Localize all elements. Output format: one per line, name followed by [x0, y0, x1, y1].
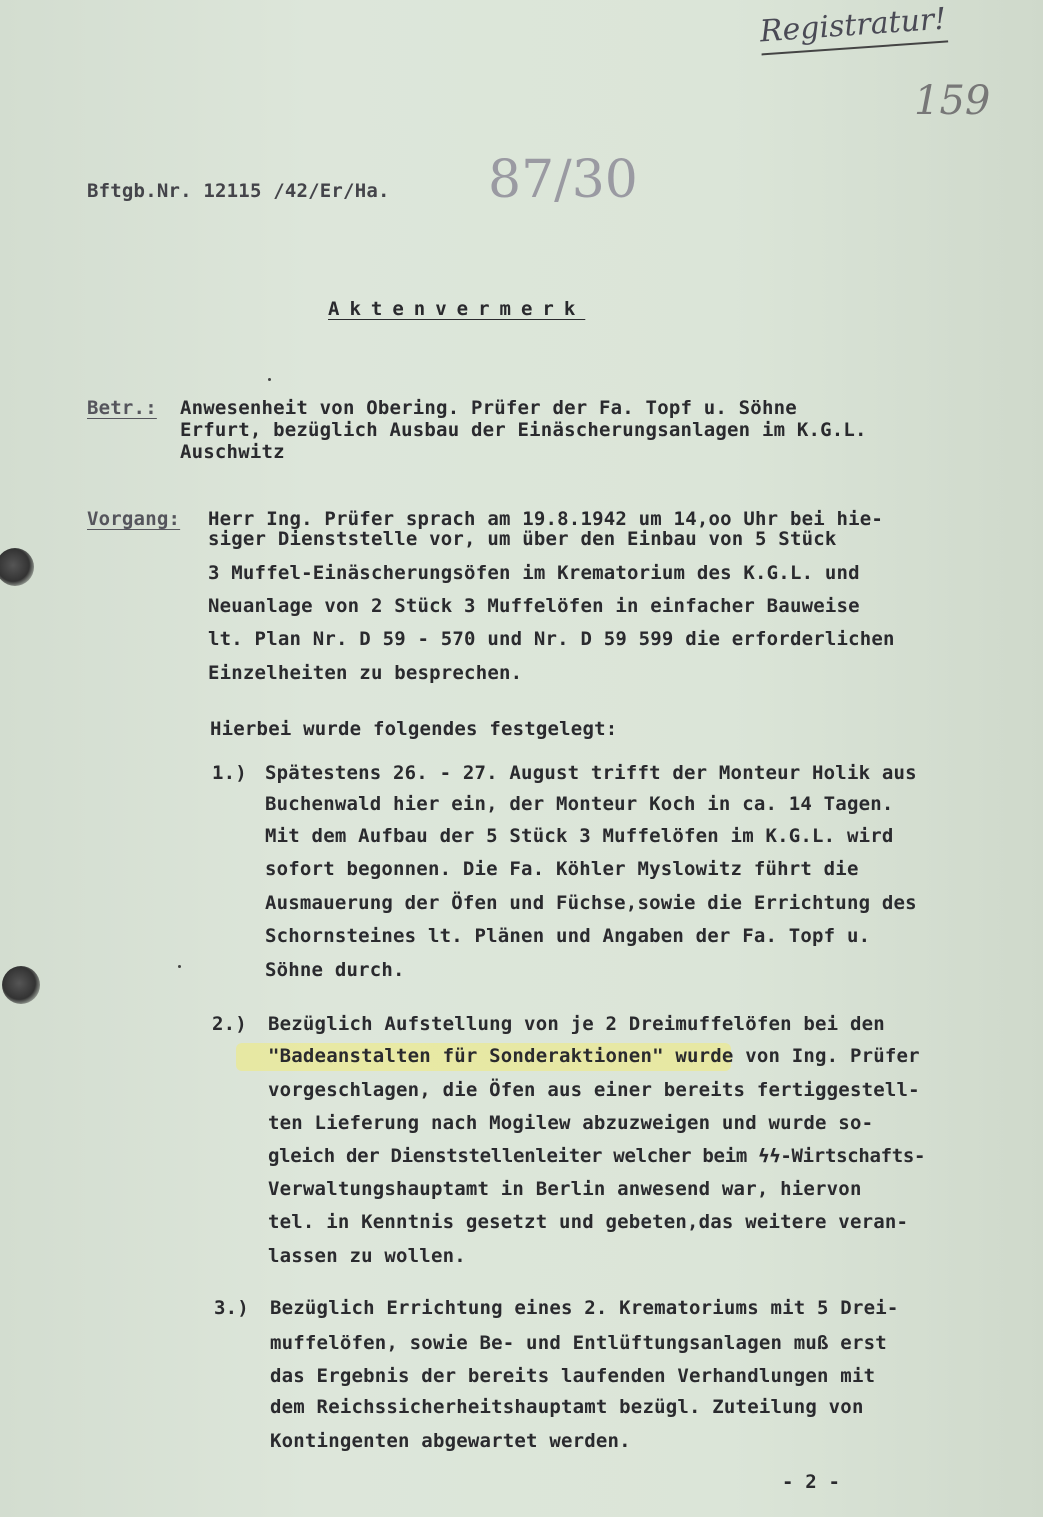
betreff-line: Erfurt, bezüglich Ausbau der Einäscherungsanlagen im K.G.L. [180, 419, 867, 441]
vorgang-line: siger Dienststelle vor, um über den Einbau von 5 Stück [208, 528, 837, 550]
item-1-line: Spätestens 26. - 27. August trifft der Monteur Holik aus [265, 762, 917, 784]
item-1-line: Buchenwald hier ein, der Monteur Koch in ca. 14 Tagen. [265, 793, 894, 815]
item-1-line: Söhne durch. [265, 959, 405, 981]
vorgang-label: Vorgang: [87, 508, 181, 530]
betreff-line: Anwesenheit von Obering. Prüfer der Fa. Topf u. Söhne [180, 397, 797, 419]
item-number: 3.) [214, 1297, 249, 1319]
item-1-line: sofort begonnen. Die Fa. Köhler Myslowitz führt die [265, 858, 859, 880]
item-1-line: Ausmauerung der Öfen und Füchse,sowie die Errichtung des [265, 892, 917, 914]
punch-hole-lower [2, 966, 40, 1004]
handwritten-file-reference: 87/30 [488, 150, 638, 210]
vorgang-line: Herr Ing. Prüfer sprach am 19.8.1942 um 14,oo Uhr bei hie- [208, 508, 884, 530]
item-3-line: muffelöfen, sowie Be- und Entlüftungsanlagen muß erst [270, 1332, 887, 1354]
item-3-line: Kontingenten abgewartet werden. [270, 1430, 631, 1452]
item-2-line: tel. in Kenntnis gesetzt und gebeten,das weitere veran- [268, 1211, 909, 1233]
continuation-page-marker: - 2 - [782, 1471, 841, 1493]
letter-reference-number: Bftgb.Nr. 12115 /42/Er/Ha. [87, 180, 390, 202]
stray-mark [268, 378, 271, 381]
item-2-line: Bezüglich Aufstellung von je 2 Dreimuffelöfen bei den [268, 1013, 885, 1035]
item-2-line: Verwaltungshauptamt in Berlin anwesend war, hiervon [268, 1178, 862, 1200]
item-2-line: vorgeschlagen, die Öfen aus einer bereits fertiggestell- [268, 1079, 920, 1101]
item-3-line: dem Reichssicherheitshauptamt bezügl. Zuteilung von [270, 1396, 864, 1418]
item-2-line: gleich der Dienststellenleiter welcher beim ϟϟ-Wirtschafts- [268, 1145, 926, 1167]
betreff-line: Auschwitz [180, 441, 285, 463]
vorgang-line: lt. Plan Nr. D 59 - 570 und Nr. D 59 599 die erforderlichen [208, 628, 895, 650]
stray-mark [178, 965, 181, 968]
handwritten-registratur: Registratur! [759, 2, 948, 56]
item-3-line: das Ergebnis der bereits laufenden Verhandlungen mit [270, 1365, 876, 1387]
betreff-label: Betr.: [87, 397, 157, 419]
item-1-line: Mit dem Aufbau der 5 Stück 3 Muffelöfen im K.G.L. wird [265, 825, 894, 847]
item-number: 1.) [212, 762, 247, 784]
document-title: Aktenvermerk [328, 298, 586, 320]
item-number: 2.) [212, 1013, 247, 1035]
intro-line: Hierbei wurde folgendes festgelegt: [210, 718, 618, 740]
vorgang-line: Einzelheiten zu besprechen. [208, 662, 523, 684]
item-2-line: "Badeanstalten für Sonderaktionen" wurde von Ing. Prüfer [268, 1045, 920, 1067]
handwritten-page-number: 159 [914, 78, 991, 124]
vorgang-line: Neuanlage von 2 Stück 3 Muffelöfen in einfacher Bauweise [208, 595, 860, 617]
item-1-line: Schornsteines lt. Plänen und Angaben der Fa. Topf u. [265, 925, 871, 947]
punch-hole-upper [0, 548, 34, 586]
vorgang-line: 3 Muffel-Einäscherungsöfen im Krematorium des K.G.L. und [208, 562, 860, 584]
item-3-line: Bezüglich Errichtung eines 2. Krematoriums mit 5 Drei- [270, 1297, 899, 1319]
item-2-line: lassen zu wollen. [268, 1245, 466, 1267]
item-2-line: ten Lieferung nach Mogilew abzuzweigen und wurde so- [268, 1112, 874, 1134]
